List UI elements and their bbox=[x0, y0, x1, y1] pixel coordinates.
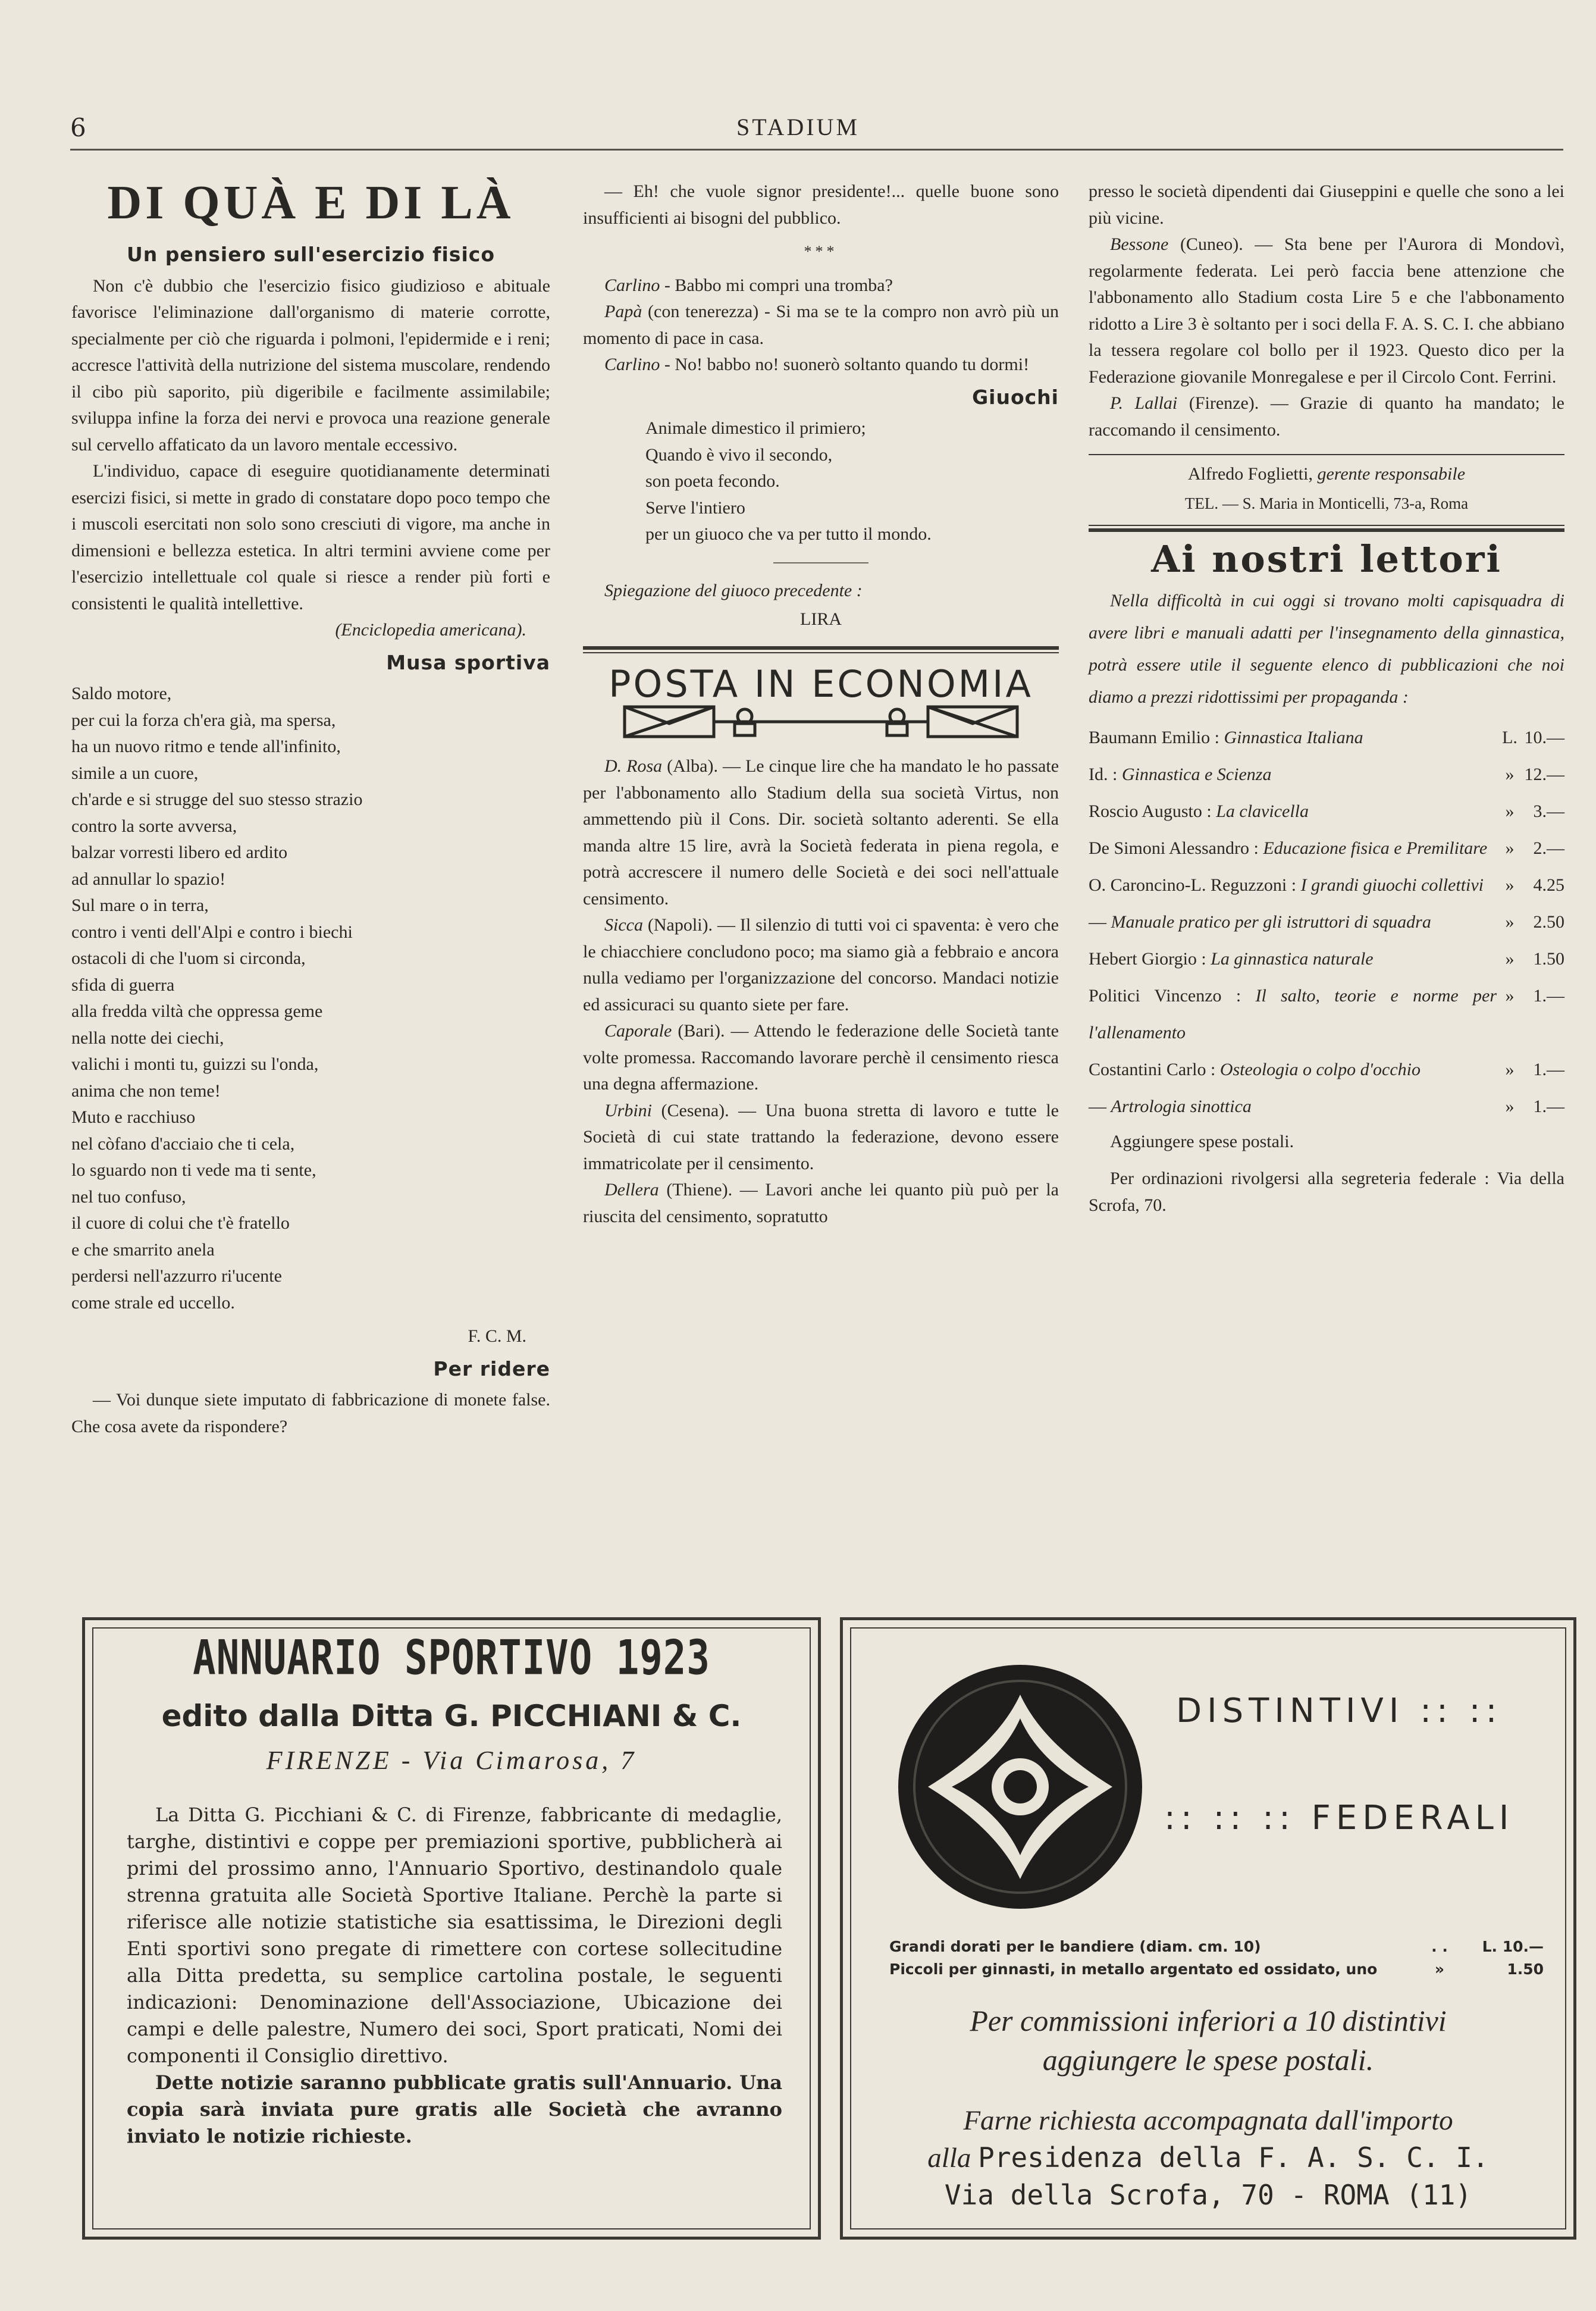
speaker: Carlino bbox=[604, 355, 660, 374]
distintivi-advertisement bbox=[840, 1617, 1576, 2240]
page-number: 6 bbox=[70, 113, 86, 142]
poem-line: nella notte dei ciechi, bbox=[71, 1028, 224, 1048]
poem-line: lo sguardo non ti vede ma ti sente, bbox=[71, 1160, 316, 1180]
annuario-body bbox=[127, 1802, 782, 2150]
shipping-note: Aggiungere spese postali. bbox=[1110, 1131, 1294, 1151]
book-entry: Roscio Augusto : La clavicella » 3.— bbox=[1089, 801, 1564, 821]
dialog-line: Carlino - No! babbo no! suonerò soltanto quando tu dormi! bbox=[604, 355, 1030, 374]
poem-line: il cuore di colui che t'è fratello bbox=[71, 1213, 290, 1233]
book-entry: Hebert Giorgio : La ginnastica naturale » 1.50 bbox=[1089, 948, 1564, 969]
book-entry: Id. : Ginnastica e Scienza » 12.— bbox=[1089, 764, 1564, 784]
poem-line: ad annullar lo spazio! bbox=[71, 869, 226, 889]
paragraph: — Eh! che vuole signor presidente!... quelle buone sono insufficienti ai bisogni del pubblico. bbox=[583, 181, 1059, 228]
posta-entry: Urbini (Cesena). — Una buona stretta di lavoro e tutte le Società di cui state trattando la federazione, devono essere immatricolate per il censimento. bbox=[583, 1100, 1059, 1173]
riddle-line: Quando è vivo il secondo, bbox=[645, 444, 833, 465]
printer-credit: TEL. — S. Maria in Monticelli, 73-a, Roma bbox=[1184, 494, 1469, 512]
poem bbox=[71, 681, 550, 1316]
book-entry: — Artrologia sinottica » 1.— bbox=[1089, 1096, 1564, 1116]
book-entry: Politici Vincenzo : Il salto, teorie e norme per l'allenamento » 1.— bbox=[1089, 985, 1564, 1042]
column-2 bbox=[583, 179, 1059, 1230]
posta-entry: Dellera (Thiene). — Lavori anche lei quanto più può per la riuscita del censimento, sopratutto bbox=[583, 1180, 1059, 1226]
book-entry: — Manuale pratico per gli istruttori di squadra » 2.50 bbox=[1089, 912, 1564, 932]
paragraph: L'individuo, capace di eseguire quotidianamente determinati esercizi fisici, si mette in grado di constatare dopo poco tempo che i muscoli esercitati non solo sono cresciuti di vigore, ma anche in dimensioni e bellezza estetica. In altri termini avviene come per l'esercizio intellettuale col quale si riesce a render più forti e consistenti le qualità intellettive. bbox=[71, 461, 550, 613]
price-list bbox=[889, 1936, 1544, 1981]
dialog bbox=[583, 273, 1059, 378]
posta-entry: Caporale (Bari). — Attendo le federazione delle Società tante volte promessa. Raccomando lavorare perchè il censimento riesca una degna affermazione. bbox=[583, 1021, 1059, 1094]
book-entry: Costantini Carlo : Osteologia o colpo d'occhio » 1.— bbox=[1089, 1059, 1564, 1079]
riddle-line: son poeta fecondo. bbox=[645, 471, 780, 491]
federal-badge-icon bbox=[895, 1662, 1145, 1912]
poem-line: simile a un cuore, bbox=[71, 763, 199, 783]
poem-line: balzar vorresti libero ed ardito bbox=[71, 843, 288, 862]
orders-note: Per ordinazioni rivolgersi alla segreteria federale : Via della Scrofa, 70. bbox=[1089, 1169, 1564, 1215]
book-entry: Baumann Emilio : Ginnastica Italiana L. 10.— bbox=[1089, 727, 1564, 747]
price-row: Grandi dorati per le bandiere (diam. cm. 10) . . L. 10.— bbox=[889, 1938, 1544, 1955]
annuario-title: ANNUARIO SPORTIVO 1923 bbox=[193, 1631, 710, 1686]
riddle-line: per un giuoco che va per tutto il mondo. bbox=[645, 524, 932, 544]
divider bbox=[773, 562, 868, 563]
poem-line: contro la sorte avversa, bbox=[71, 816, 237, 836]
divider bbox=[1089, 525, 1564, 526]
speaker: Papà bbox=[604, 302, 642, 321]
poem-line: alla fredda viltà che oppressa geme bbox=[71, 1001, 323, 1021]
order-note: Per commissioni inferiori a 10 distintivi aggiungere le spese postali. bbox=[970, 2004, 1447, 2077]
posta-entry: Sicca (Napoli). — Il silenzio di tutti voi ci spaventa: è vero che le chiacchiere concludono poco; ma siamo già a febbraio e ancora nulla vediamo per l'organizzazione del concorso. Mandaci notizie ed assicuraci su quanto siete per fare. bbox=[583, 915, 1059, 1014]
price-row: Piccoli per ginnasti, in metallo argentato ed ossidato, uno » 1.50 bbox=[889, 1961, 1544, 1978]
dialog-line: Papà (con tenerezza) - Si ma se te la compro non avrò più un momento di pace in casa. bbox=[583, 302, 1059, 348]
poem-line: sfida di guerra bbox=[71, 975, 175, 995]
posta-entry: P. Lallai (Firenze). — Grazie di quanto ha mandato; le raccomando il censimento. bbox=[1089, 393, 1564, 440]
riddle bbox=[583, 415, 1059, 548]
paragraph: La Ditta G. Picchiani & C. di Firenze, fabbricante di medaglie, targhe, distintivi e coppe per premiazioni sportive, pubblicherà ai primi del prossimo anno, l'Annuario Sportivo, destinandolo quale strenna gratuita alle Società Sportive Italiane. Perchè la parte si riferisce alle notizie statistiche sia esattissima, le Direzioni degli Enti sportivi sono pregate di rimettere con cortese sollecitudine alla Ditta predetta, su semplice cartolina postale, le seguenti indicazioni: Denominazione dell'Associazione, Ubicazione dei campi e delle palestre, Numero dei soci, Sport praticati, Nomi dei componenti il Consiglio direttivo. bbox=[127, 1803, 782, 2067]
riddle-line: Animale dimestico il primiero; bbox=[645, 418, 866, 438]
riddle-line: Serve l'intiero bbox=[645, 497, 745, 518]
running-title: STADIUM bbox=[736, 114, 860, 140]
section-heading-musa: Musa sportiva bbox=[386, 650, 550, 674]
solution-label: Spiegazione del giuoco precedente : bbox=[604, 580, 863, 600]
annuario-address: FIRENZE - Via Cimarosa, 7 bbox=[266, 1746, 637, 1775]
paragraph: — Voi dunque siete imputato di fabbricazione di monete false. Che cosa avete da rispondere? bbox=[71, 1390, 550, 1436]
poem-line: come strale ed uccello. bbox=[71, 1292, 235, 1313]
poem-line: valichi i monti tu, guizzi su l'onda, bbox=[71, 1054, 319, 1074]
paragraph: presso le società dipendenti dai Giuseppini e quelle che sono a lei più vicine. bbox=[1089, 181, 1564, 228]
poem-line: nel tuo confuso, bbox=[71, 1186, 186, 1207]
distintivi-heading: DISTINTIVI :: :: bbox=[1176, 1692, 1503, 1730]
poem-line: ostacoli di che l'uom si circonda, bbox=[71, 948, 306, 968]
dialog-line: Carlino - Babbo mi compri una tromba? bbox=[604, 275, 893, 295]
lettori-title: Ai nostri lettori bbox=[1151, 537, 1502, 581]
section-heading-esercizio: Un pensiero sull'esercizio fisico bbox=[127, 243, 495, 266]
paragraph: Non c'è dubbio che l'esercizio fisico giudizioso e abituale favorisce l'eliminazione dall'organismo di materie corrotte, specialmente per ciò che riguarda i polmoni, l'epidermide e i reni; accresce l'attività della nutrizione del sistema muscolare, rendendo il cibo più saporito, più digeribile e facilmente assimilabile; sviluppa infine la forza dei nervi e provoca una reazione generale sul cervello affaticato da un lavoro mentale eccessivo. bbox=[71, 275, 550, 455]
book-entry: De Simoni Alessandro : Educazione fisica e Premilitare » 2.— bbox=[1089, 838, 1564, 858]
posta-entry: Bessone (Cuneo). — Sta bene per l'Aurora di Mondovì, regolarmente federata. Lei però faccia bene attenzione che l'abbonamento allo Stadium costa Lire 5 e che l'abbonamento ridotto a Lire 3 è soltanto per i soci della F. A. S. C. I. che abbiano la tessera regolare col bollo per il 1923. Questo dico per la Federazione giovanile Monregalese e per il Circolo Cont. Ferrini. bbox=[1089, 234, 1564, 387]
column-title: DI QUÀ E DI LÀ bbox=[107, 177, 515, 229]
section-heading-ridere: Per ridere bbox=[433, 1357, 550, 1380]
poem-line: Sul mare o in terra, bbox=[71, 895, 209, 915]
divider bbox=[1089, 454, 1564, 455]
poem-line: nel còfano d'acciaio che ti cela, bbox=[71, 1133, 295, 1154]
contact-note: Farne richiesta accompagnata dall'importo alla Presidenza della F. A. S. C. I. Via della Scrofa, 70 - ROMA (11) bbox=[927, 2105, 1489, 2211]
annuario-publisher: edito dalla Ditta G. PICCHIANI & C. bbox=[161, 1699, 742, 1733]
poem-line: anima che non teme! bbox=[71, 1081, 221, 1101]
posta-entry: D. Rosa (Alba). — Le cinque lire che ha mandato le ho passate per l'abbonamento allo Stadium della sua società Virtus, non ammettendo più il Cons. Dir. società soltanto aderenti. Se ella manda altre 15 lire, avrà la Società federata in piena regola, e potrà accrescere il numero delle Società e dei soci nell'attuale censimento. bbox=[583, 756, 1059, 909]
federali-heading: :: :: :: FEDERALI bbox=[1164, 1799, 1515, 1837]
poem-line: Muto e racchiuso bbox=[71, 1107, 196, 1127]
poem-line: ch'arde e si strugge del suo stesso strazio bbox=[71, 790, 363, 809]
lettori-intro: Nella difficoltà in cui oggi si trovano molti capisquadra di avere libri e manuali adatti per l'insegnamento della ginnastica, potrà essere utile il seguente elenco di pubblicazioni che noi diamo a prezzi ridottissimi per propaganda : bbox=[1089, 590, 1564, 707]
poem-line: perdersi nell'azzurro ri'ucente bbox=[71, 1266, 282, 1286]
paragraph: Dette notizie saranno pubblicate gratis sull'Annuario. Una copia sarà inviata pure gratis alle Società che avranno inviato le notizie richieste. bbox=[127, 2071, 782, 2147]
solution: LIRA bbox=[800, 609, 842, 629]
poem-line: e che smarrito anela bbox=[71, 1239, 215, 1260]
poem-line: contro i venti dell'Alpi e contro i biechi bbox=[71, 922, 353, 942]
section-heading-giuochi: Giuochi bbox=[972, 385, 1059, 409]
posta-title: POSTA IN ECONOMIA bbox=[609, 662, 1033, 706]
divider bbox=[1089, 528, 1564, 532]
annuario-advertisement bbox=[82, 1617, 821, 2240]
speaker: Carlino bbox=[604, 275, 660, 295]
header-rule bbox=[70, 149, 1563, 151]
attribution: (Enciclopedia americana). bbox=[335, 620, 526, 640]
column-1 bbox=[71, 173, 550, 1440]
column-3 bbox=[1089, 179, 1564, 1219]
book-entry: O. Caroncino-L. Reguzzoni : I grandi giuochi collettivi » 4.25 bbox=[1089, 875, 1564, 895]
poem-line: ha un nuovo ritmo e tende all'infinito, bbox=[71, 737, 341, 756]
poem-line: per cui la forza ch'era già, ma spersa, bbox=[71, 710, 336, 730]
poem-signature: F. C. M. bbox=[468, 1326, 526, 1346]
divider bbox=[583, 652, 1059, 653]
envelope-ornament-icon bbox=[613, 700, 1029, 741]
divider bbox=[583, 646, 1059, 650]
poem-line: Saldo motore, bbox=[71, 684, 172, 703]
editor-credit: Alfredo Foglietti, gerente responsabile bbox=[1187, 464, 1466, 484]
stars-separator: *** bbox=[804, 243, 838, 260]
